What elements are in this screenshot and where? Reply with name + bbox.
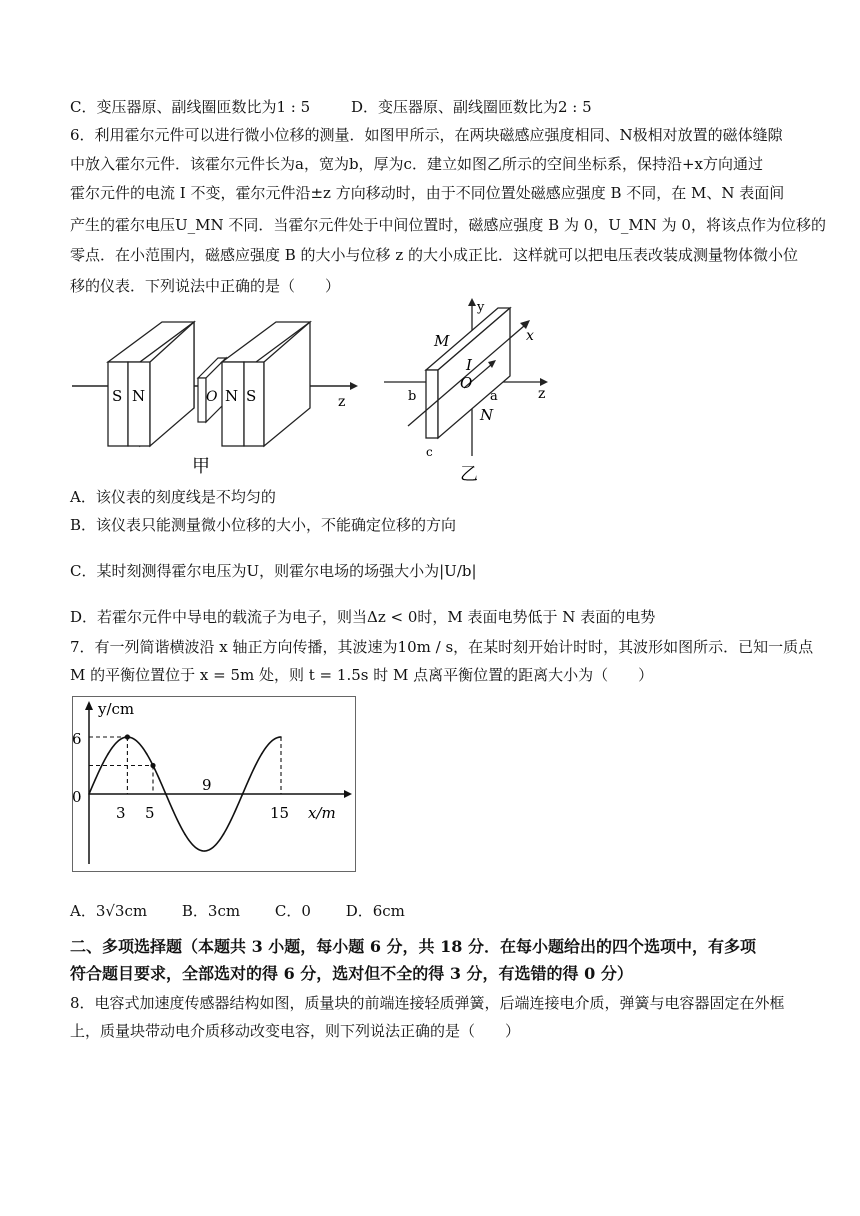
q6-stem-line-1: 6．利用霍尔元件可以进行微小位移的测量．如图甲所示，在两块磁感应强度相同、N极相对放置的磁体缝隙 bbox=[70, 126, 783, 144]
q6-option-c: C．某时刻测得霍尔电压为U，则霍尔电场的场强大小为|U/b| bbox=[70, 562, 477, 580]
wave-sample-point bbox=[184, 833, 186, 835]
label-z-axis: z bbox=[338, 394, 346, 410]
q7-option-b: B．3cm bbox=[181, 902, 241, 920]
y-tick-0: 0 bbox=[72, 788, 82, 806]
label-x-axis: x bbox=[526, 328, 534, 344]
q6-option-a: A．该仪表的刻度线是不均匀的 bbox=[70, 488, 276, 506]
label-b: b bbox=[408, 389, 417, 404]
x-tick-3: 3 bbox=[116, 804, 126, 822]
label-n-left: N bbox=[132, 387, 146, 405]
wave-sample-point bbox=[242, 793, 244, 795]
y-axis-label: y/cm bbox=[98, 700, 135, 718]
label-c: c bbox=[426, 445, 433, 459]
x-axis-label: x/m bbox=[308, 804, 336, 822]
x-tick-5: 5 bbox=[145, 804, 155, 822]
q5-option-d: D．变压器原、副线圈匝数比为2 : 5 bbox=[350, 98, 592, 116]
chart-frame bbox=[73, 697, 356, 872]
q7-stem-line-2: M 的平衡位置位于 x = 5m 处，则 t = 1.5s 时 M 点离平衡位置的距离大小为（ ） bbox=[70, 666, 654, 684]
wave-sample-point bbox=[88, 793, 90, 795]
figure-yi bbox=[380, 296, 560, 486]
q6-stem-line-3: 霍尔元件的电流 I 不变，霍尔元件沿±z 方向移动时，由于不同位置处磁感应强度 B 不同，在 M、N 表面间 bbox=[70, 184, 785, 202]
q6-stem-line-5: 零点．在小范围内，磁感应强度 B 的大小与位移 z 的大小成正比．这样就可以把电压表改装成测量物体微小位 bbox=[70, 246, 799, 264]
wave-chart bbox=[72, 696, 356, 872]
left-magnet bbox=[108, 322, 194, 446]
label-z-yi: z bbox=[538, 386, 546, 402]
label-y-axis: y bbox=[477, 300, 485, 315]
q6-stem-line-6: 移的仪表．下列说法中正确的是（ ） bbox=[70, 277, 341, 295]
label-s-left: S bbox=[112, 387, 123, 405]
wave-sample-point bbox=[146, 753, 148, 755]
section2-heading-line-2: 符合题目要求，全部选对的得 6 分，选对但不全的得 3 分，有选错的得 0 分） bbox=[70, 964, 633, 983]
marked-point bbox=[125, 734, 130, 739]
wave-sample-point bbox=[261, 753, 263, 755]
q7-option-c: C．0 bbox=[274, 902, 311, 920]
q7-stem-line-1: 7．有一列简谐横波沿 x 轴正方向传播，其波速为10m / s，在某时刻开始计时时，其波形如图所示．已知一质点 bbox=[70, 638, 814, 656]
q8-stem-line-1: 8．电容式加速度传感器结构如图，质量块的前端连接轻质弹簧，后端连接电介质，弹簧与电容器固定在外框 bbox=[70, 994, 785, 1012]
q7-option-d: D．6cm bbox=[345, 902, 405, 920]
label-i: I bbox=[466, 356, 472, 374]
section2-heading-line-1: 二、多项选择题（本题共 3 小题，每小题 6 分，共 18 分．在每小题给出的四个选项中，有多项 bbox=[70, 937, 756, 956]
q6-stem-line-2: 中放入霍尔元件．该霍尔元件长为a，宽为b，厚为c．建立如图乙所示的空间坐标系，保持沿+x方向通过 bbox=[70, 155, 763, 173]
q7-options-row bbox=[70, 900, 441, 922]
y-tick-6: 6 bbox=[72, 730, 82, 748]
label-m: M bbox=[434, 332, 450, 350]
x-tick-15: 15 bbox=[270, 804, 290, 822]
q7-option-a: A．3√3cm bbox=[70, 902, 148, 920]
caption-yi: 乙 bbox=[460, 464, 478, 485]
wave-sample-point bbox=[165, 793, 167, 795]
caption-jia: 甲 bbox=[192, 456, 210, 477]
label-s-right: S bbox=[246, 387, 257, 405]
wave-sample-point bbox=[203, 850, 205, 852]
x-tick-9: 9 bbox=[202, 776, 212, 794]
label-n-yi: N bbox=[480, 406, 494, 424]
q6-stem-line-4: 产生的霍尔电压U_MN 不同．当霍尔元件处于中间位置时，磁感应强度 B 为 0，U_MN 为 0，将该点作为位移的 bbox=[70, 216, 826, 234]
label-a: a bbox=[490, 389, 498, 404]
label-n-right: N bbox=[225, 387, 239, 405]
right-magnet bbox=[222, 322, 310, 446]
q5-options-row bbox=[70, 96, 628, 118]
wave-sample-point bbox=[223, 833, 225, 835]
label-o-yi: O bbox=[460, 374, 473, 392]
marked-point bbox=[150, 763, 155, 768]
label-o: O bbox=[206, 389, 218, 405]
q6-option-b: B．该仪表只能测量微小位移的大小，不能确定位移的方向 bbox=[70, 516, 457, 534]
q5-option-c: C．变压器原、副线圈匝数比为1 : 5 bbox=[70, 98, 311, 116]
figure-jia bbox=[70, 318, 360, 478]
q6-option-d: D．若霍尔元件中导电的载流子为电子，则当Δz < 0时，M 表面电势低于 N 表面的电势 bbox=[70, 608, 656, 626]
q8-stem-line-2: 上，质量块带动电介质移动改变电容，则下列说法正确的是（ ） bbox=[70, 1022, 521, 1040]
wave-sample-point bbox=[107, 753, 109, 755]
